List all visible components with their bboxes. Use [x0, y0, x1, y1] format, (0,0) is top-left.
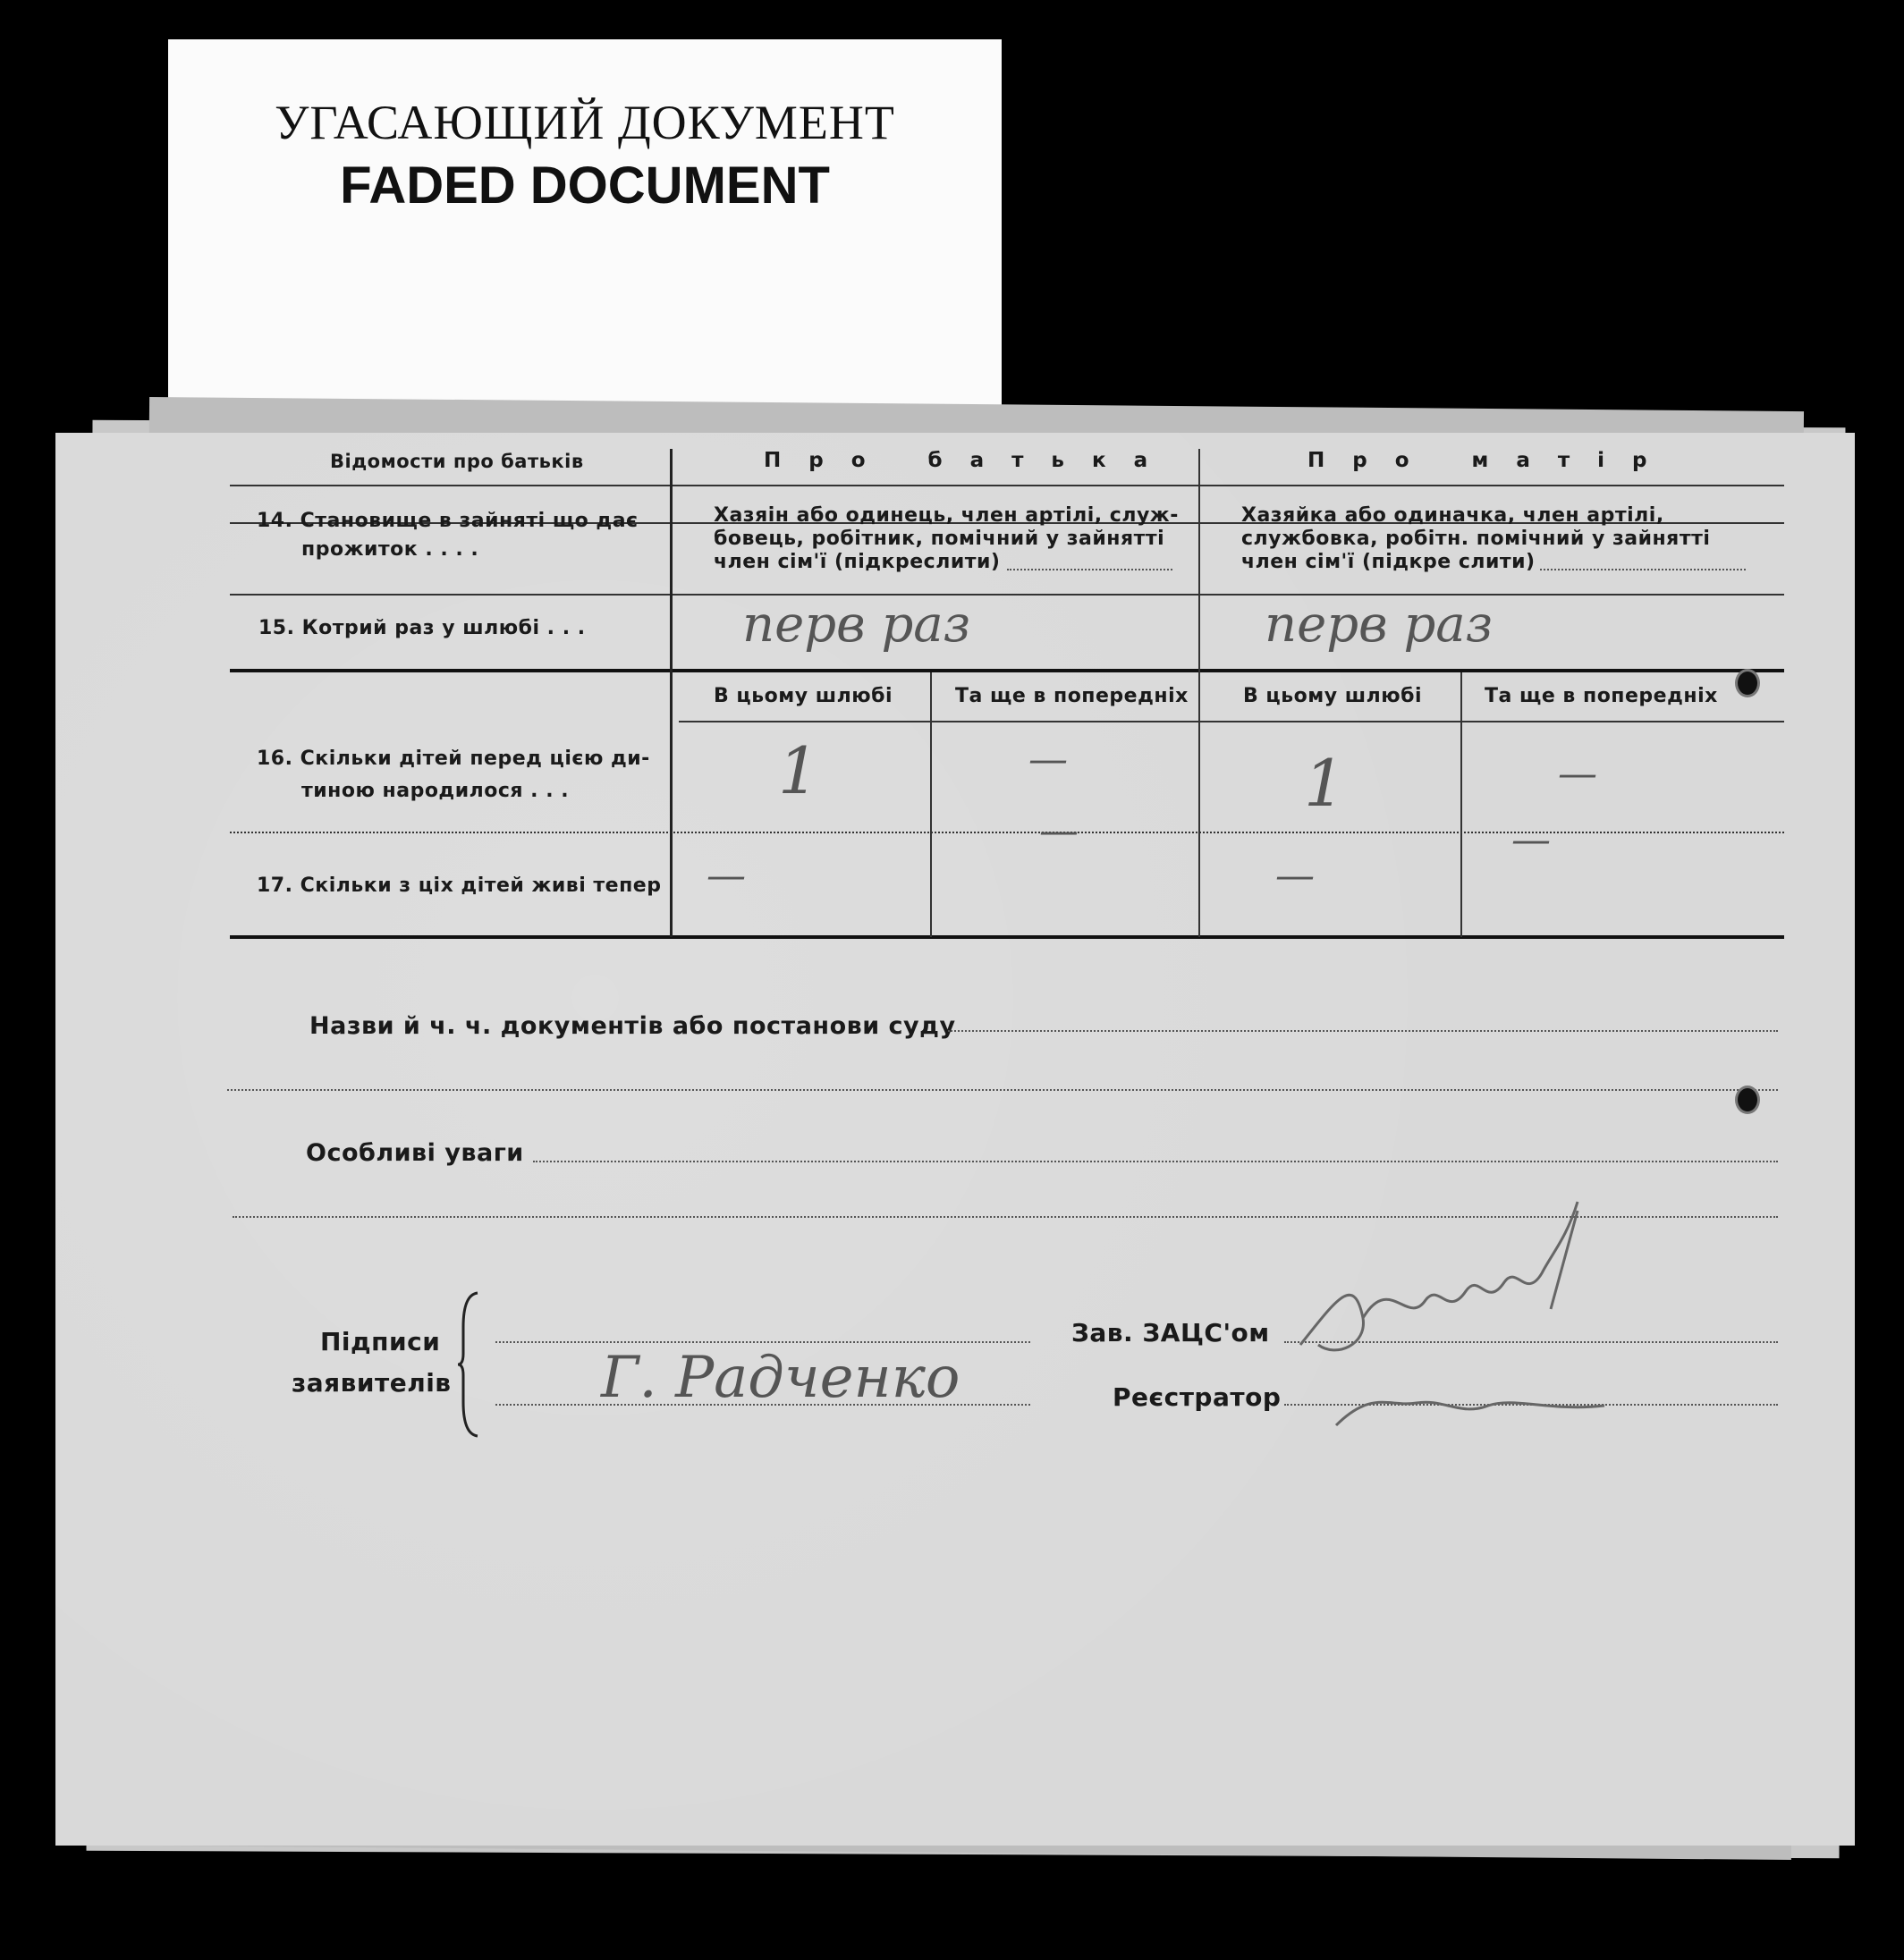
row17-father-prev-value: —: [1039, 808, 1079, 854]
row14-rule: [230, 594, 1784, 596]
col-divider-3: [930, 672, 932, 937]
row15-father-handwritten: перв раз: [742, 596, 971, 654]
subheader-mother-this-marriage: В цьому шлюбі: [1243, 685, 1423, 707]
documents-dotted-line-2: [227, 1089, 1778, 1091]
row14-father-dotted-line: [1007, 569, 1172, 570]
row14-father-option: член сім'ї (підкреслити): [714, 551, 1001, 573]
row15-label: 15. Котрий раз у шлюбі . . .: [258, 617, 586, 639]
row14-mother-option: службовка, робітн. помічний у зайнятті: [1241, 528, 1711, 550]
row14-mother-option: Хазяйка або одиначка, член артілі,: [1241, 504, 1664, 527]
label-english-text: FADED DOCUMENT: [340, 156, 830, 215]
row16-father-prev-value: —: [1028, 737, 1068, 782]
col-divider-4: [1460, 672, 1462, 937]
subheader-rule: [679, 721, 1784, 722]
form-sheet: [55, 433, 1855, 1846]
row14-mother-option: член сім'ї (підкре слити): [1241, 551, 1536, 573]
row16-mother-prev-value: —: [1558, 751, 1597, 797]
subheader-mother-previous: Та ще в попередніх: [1485, 685, 1718, 707]
row17-father-this-value: —: [707, 853, 746, 899]
applicants-label: Підписи: [320, 1327, 441, 1356]
subheader-father-previous: Та ще в попередніх: [955, 685, 1189, 707]
col-divider-1: [670, 449, 673, 937]
row15-mother-handwritten: перв раз: [1265, 596, 1494, 654]
subheader-father-this-marriage: В цьому шлюбі: [714, 685, 893, 707]
table-bottom-rule: [230, 935, 1784, 939]
head-of-registry-label: Зав. ЗАЦС'ом: [1071, 1318, 1270, 1348]
row17-mother-this-value: —: [1275, 853, 1315, 899]
row16-rule: [230, 832, 1784, 833]
row17-label: 17. Скільки з ціх дітей живі тепер: [257, 874, 662, 897]
row14-father-option: Хазяін або одинець, член артілі, служ-: [714, 504, 1179, 527]
header-mother: Про матір: [1307, 449, 1675, 472]
row16-label-cont: тиною народилося . . .: [301, 780, 570, 802]
remarks-label: Особливі уваги: [306, 1139, 524, 1167]
documents-label: Назви й ч. ч. документів або постанови суду: [309, 1012, 956, 1040]
registrar-label: Реєстратор: [1113, 1382, 1282, 1412]
remarks-dotted-line: [533, 1161, 1778, 1162]
label-russian-text: УГАСАЮЩИЙ ДОКУМЕНТ: [275, 96, 895, 149]
punch-hole: [1735, 669, 1760, 697]
applicants-signature-line: [495, 1341, 1030, 1343]
header-father: Про батька: [764, 449, 1176, 472]
row16-father-this-value: 1: [778, 733, 819, 808]
signature-brace: [456, 1291, 483, 1438]
punch-hole: [1735, 1086, 1760, 1114]
row14-label-cont: прожиток . . . .: [301, 538, 479, 561]
faded-document-label: [168, 39, 1002, 408]
col-divider-2: [1198, 449, 1200, 937]
row14-father-option: бовець, робітник, помічний у зайнятті: [714, 528, 1165, 550]
header-info: Відомости про батьків: [330, 451, 584, 472]
row14-label: 14. Становище в зайняті що дає: [257, 510, 639, 532]
documents-dotted-line: [948, 1030, 1778, 1032]
head-signature-mark: [1282, 1166, 1640, 1443]
row14-mother-dotted-line: [1540, 569, 1746, 570]
table-top-rule: [230, 485, 1784, 486]
row15-rule: [230, 669, 1784, 672]
applicants-label-cont: заявителів: [292, 1368, 452, 1398]
row16-label: 16. Скільки дітей перед цією ди-: [257, 748, 650, 770]
row16-mother-this-value: 1: [1304, 746, 1345, 821]
applicant-signature: Г. Радченко: [601, 1345, 960, 1411]
row17-mother-prev-value: —: [1511, 817, 1551, 863]
